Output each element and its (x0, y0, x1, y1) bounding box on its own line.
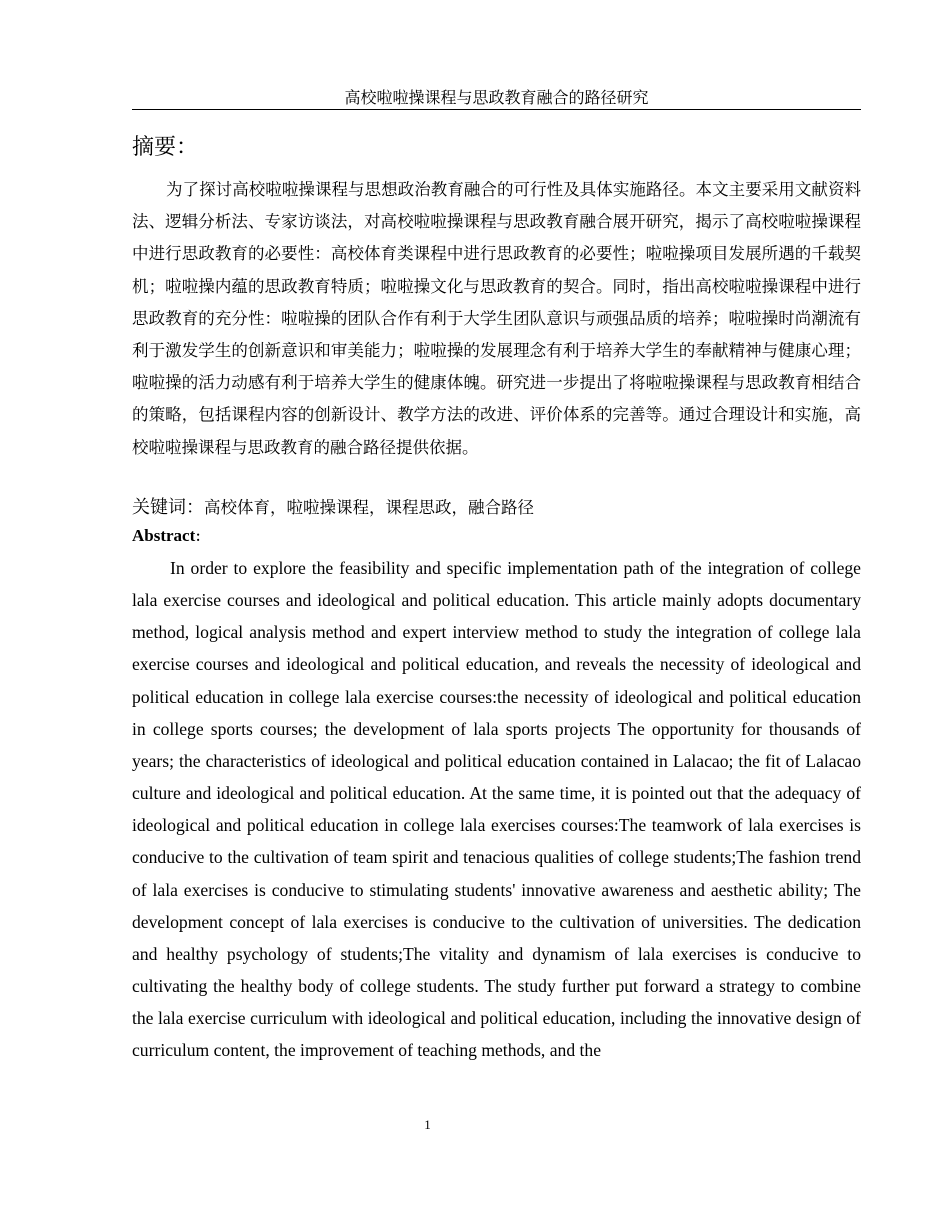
abstract-cn-paragraph: 为了探讨高校啦啦操课程与思想政治教育融合的可行性及具体实施路径。本文主要采用文献资料法、逻辑分析法、专家访谈法，对高校啦啦操课程与思政教育融合展开研究，揭示了高校啦啦操课程中进行思政教育的必要性：高校体育类课程中进行思政教育的必要性；啦啦操项目发展所遇的千载契机；啦啦操内蕴的思政教育特质；啦啦操文化与思政教育的契合。同时，指出高校啦啦操课程中进行思政教育的充分性：啦啦操的团队合作有利于大学生团队意识与顽强品质的培养；啦啦操时尚潮流有利于激发学生的创新意识和审美能力；啦啦操的发展理念有利于培养大学生的奉献精神与健康心理；啦啦操的活力动感有利于培养大学生的健康体魄。研究进一步提出了将啦啦操课程与思政教育相结合的策略，包括课程内容的创新设计、教学方法的改进、评价体系的完善等。通过合理设计和实施，高校啦啦操课程与思政教育的融合路径提供依据。 (132, 180, 861, 457)
abstract-en-colon: : (195, 526, 201, 546)
page-number: 1 (424, 1117, 431, 1132)
abstract-en-heading (132, 524, 201, 548)
keywords-value: 高校体育，啦啦操课程，课程思政，融合路径 (204, 498, 534, 517)
abstract-en-label: Abstract (132, 526, 196, 545)
keywords-label: 关键词： (132, 497, 204, 518)
keywords-line (132, 494, 861, 522)
running-header: 高校啦啦操课程与思政教育融合的路径研究 (132, 88, 861, 110)
abstract-en-paragraph: In order to explore the feasibility and specific implementation path of the integration of college lala exercise courses and ideological and political education. This article mainly adopts documentary method, logical analysis method and expert interview method to study the integration of college lala exercise courses and ideological and political education, and reveals the necessity of ideological and political education in college lala exercise courses:the necessity of ideological and political education in college sports courses; the development of lala sports projects The opportunity for thousands of years; the characteristics of ideological and political education contained in Lalacao; the fit of Lalacao culture and ideological and political education. At the same time, it is pointed out that the adequacy of ideological and political education in college lala exercises courses:The teamwork of lala exercises is conducive to the cultivation of team spirit and tenacious qualities of college students;The fashion trend of lala exercises is conducive to stimulating students' innovative awareness and aesthetic ability; The development concept of lala exercises is conducive to the cultivation of universities. The dedication and healthy psychology of students;The vitality and dynamism of lala exercises is conducive to cultivating the healthy body of college students. The study further put forward a strategy to combine the lala exercise curriculum with ideological and political education, including the innovative design of curriculum content, the improvement of teaching methods, and the (132, 558, 861, 1061)
abstract-cn-heading: 摘要： (132, 135, 199, 160)
